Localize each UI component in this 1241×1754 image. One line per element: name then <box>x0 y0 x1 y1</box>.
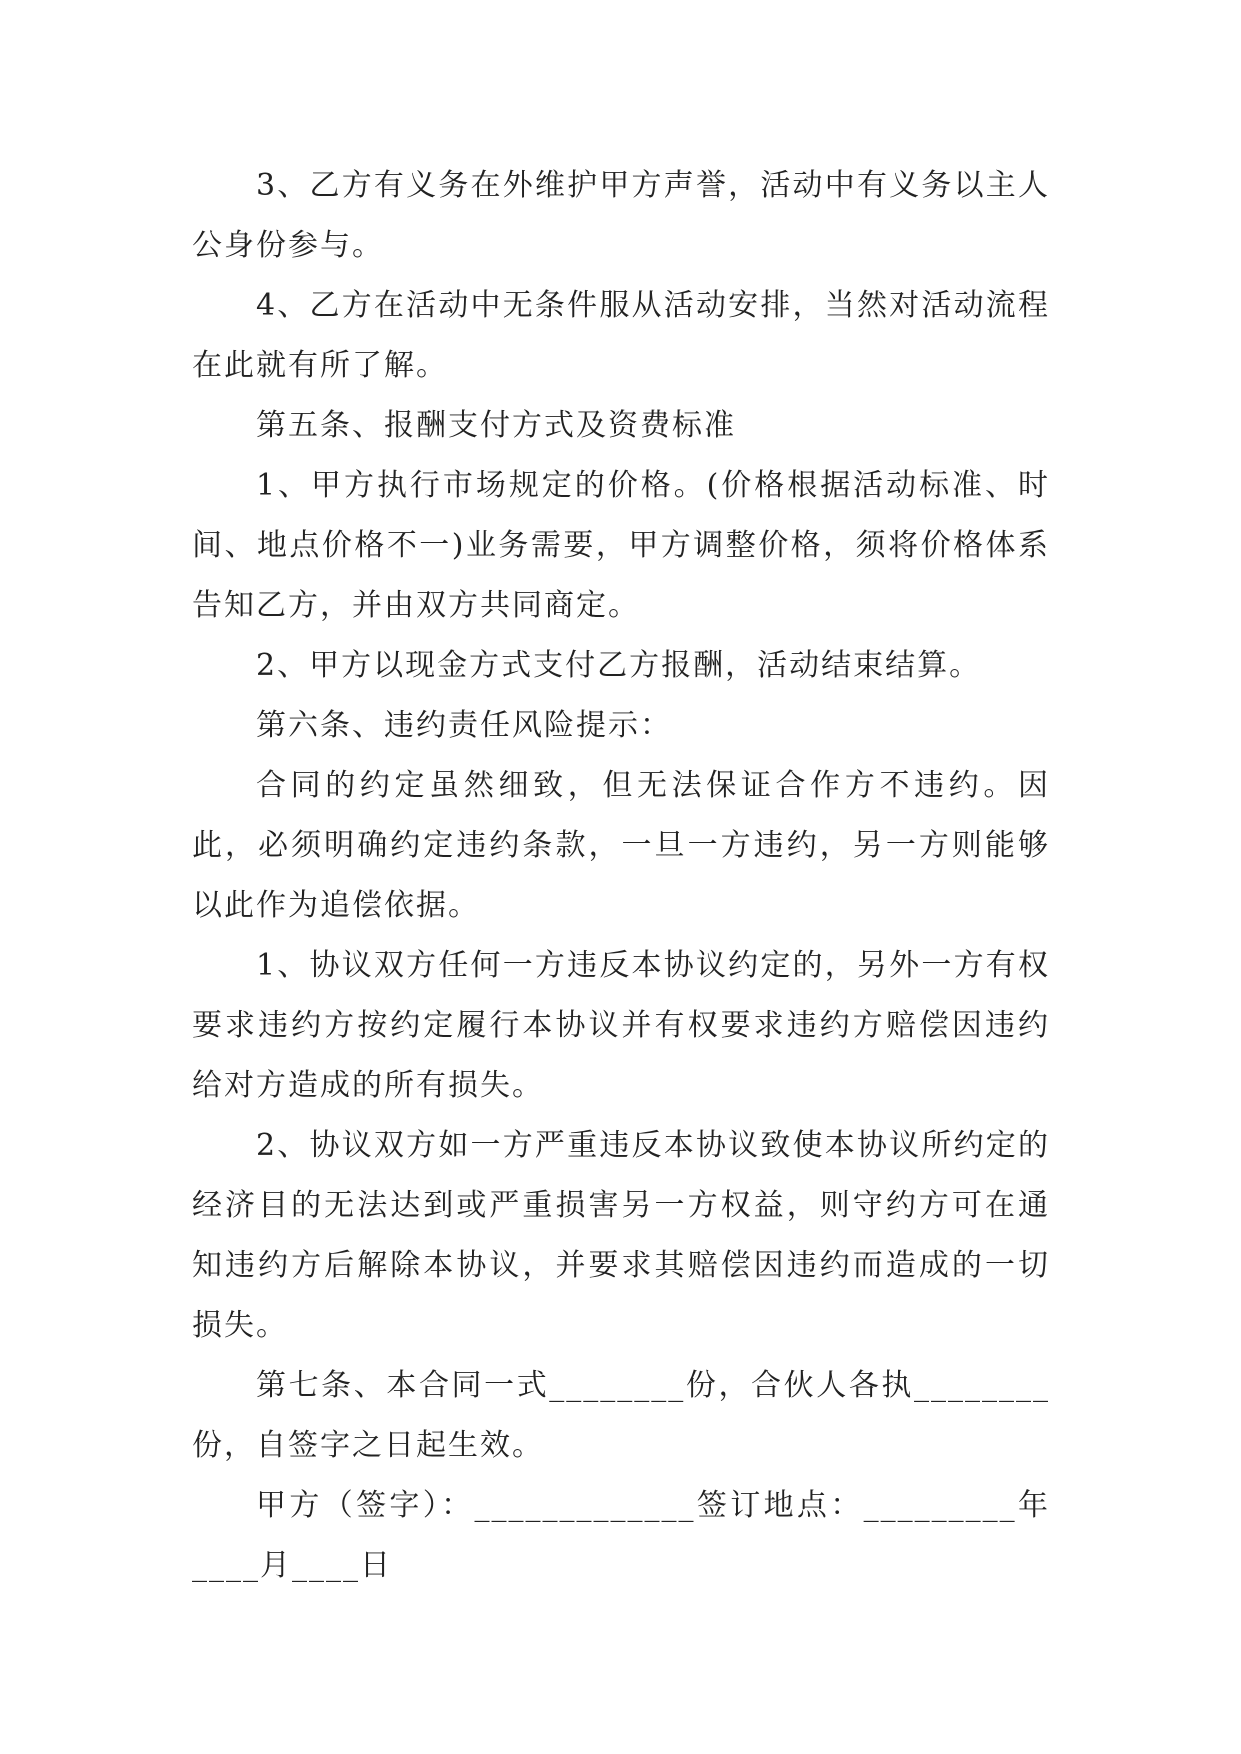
clause-paragraph: 3、乙方有义务在外维护甲方声誉，活动中有义务以主人公身份参与。 <box>192 168 1050 263</box>
clause-paragraph: 1、协议双方任何一方违反本协议约定的，另外一方有权要求违约方按约定履行本协议并有权要求违约方赔偿因违约给对方造成的所有损失。 <box>192 948 1050 1103</box>
clause-paragraph: 2、甲方以现金方式支付乙方报酬，活动结束结算。 <box>256 648 982 683</box>
clause-paragraph: 1、甲方执行市场规定的价格。(价格根据活动标准、时间、地点价格不一)业务需要，甲方调整价格，须将价格体系告知乙方，并由双方共同商定。 <box>192 468 1050 623</box>
clause-paragraph: 2、协议双方如一方严重违反本协议致使本协议所约定的经济目的无法达到或严重损害另一方权益，则守约方可在通知违约方后解除本协议，并要求其赔偿因违约而造成的一切损失。 <box>192 1128 1050 1343</box>
clause-paragraph: 4、乙方在活动中无条件服从活动安排，当然对活动流程在此就有所了解。 <box>192 288 1050 383</box>
clause-paragraph: 合同的约定虽然细致，但无法保证合作方不违约。因此，必须明确约定违约条款，一旦一方违约，另一方则能够以此作为追偿依据。 <box>192 768 1050 923</box>
section-heading: 第六条、违约责任风险提示： <box>256 708 672 743</box>
signature-line: 甲方（签字）：_____________签订地点：_________年____月____日 <box>192 1488 1050 1583</box>
document-body <box>192 156 1050 1596</box>
section-heading: 第五条、报酬支付方式及资费标准 <box>256 408 736 443</box>
copies-clause: 第七条、本合同一式________份，合伙人各执________份，自签字之日起生效。 <box>192 1368 1050 1463</box>
